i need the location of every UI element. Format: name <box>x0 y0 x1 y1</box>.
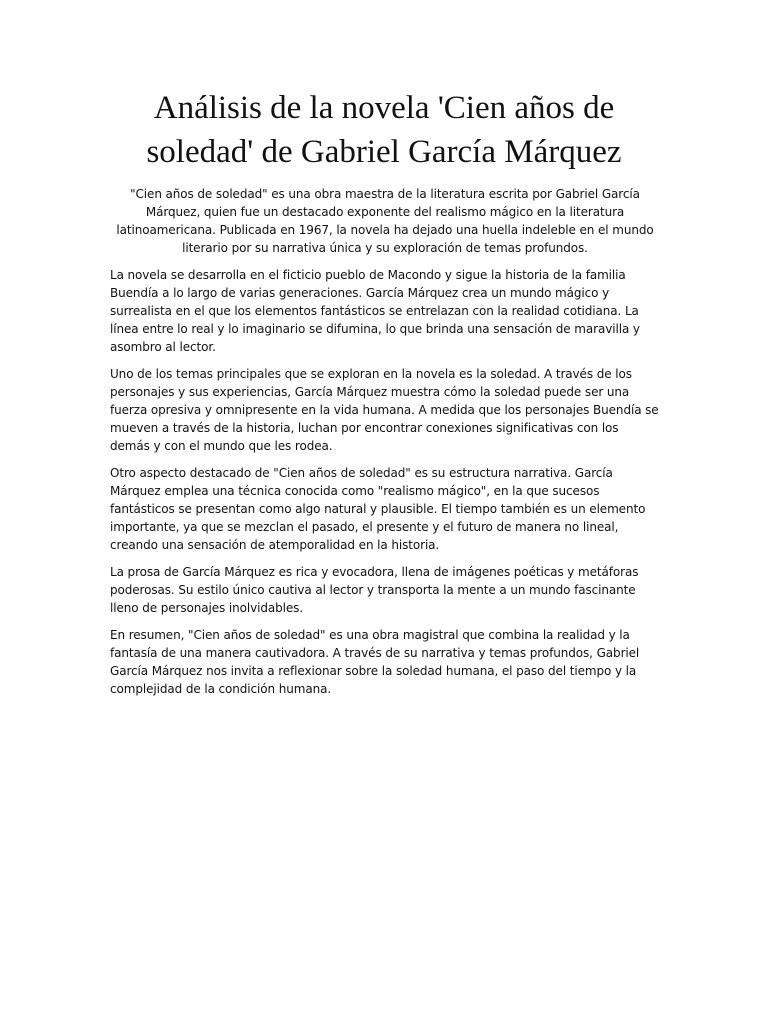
paragraph-intro: "Cien años de soledad" es una obra maestra de la literatura escrita por Gabriel García Márquez, quien fue un destacado exponente del realismo mágico en la literatura latinoamericana. Publicada en 1967, la novela ha dejado una huella indeleble en el mundo literario por su narrativa única y su exploración de temas profundos. <box>116 187 654 255</box>
paragraph-solitude: Uno de los temas principales que se exploran en la novela es la soledad. A través de los personajes y sus experiencias, García Márquez muestra cómo la soledad puede ser una fuerza opresiva y omnipresente en la vida humana. A medida que los personajes Buendía se mueven a través de la historia, luchan por encontrar conexiones significativas con los demás y con el mundo que les rodea. <box>110 367 659 453</box>
document-body <box>110 185 660 707</box>
document-title: Análisis de la novela 'Cien años de soledad' de Gabriel García Márquez <box>146 90 622 170</box>
paragraph-conclusion: En resumen, "Cien años de soledad" es una obra magistral que combina la realidad y la fantasía de una manera cautivadora. A través de su narrativa y temas profundos, Gabriel García Márquez nos invita a reflexionar sobre la soledad humana, el paso del tiempo y la complejidad de la condición humana. <box>110 628 640 696</box>
paragraph-narrative-structure: Otro aspecto destacado de "Cien años de soledad" es su estructura narrativa. García Márquez emplea una técnica conocida como "realismo mágico", en la que sucesos fantásticos se presentan como algo natural y plausible. El tiempo también es un elemento importante, ya que se mezclan el pasado, el presente y el futuro de manera no lineal, creando una sensación de atemporalidad en la historia. <box>110 466 646 552</box>
paragraph-prose-style: La prosa de García Márquez es rica y evocadora, llena de imágenes poéticas y metáforas poderosas. Su estilo único cautiva al lector y transporta la mente a un mundo fascinante lleno de personajes inolvidables. <box>110 565 639 615</box>
paragraph-setting: La novela se desarrolla en el ficticio pueblo de Macondo y sigue la historia de la familia Buendía a lo largo de varias generaciones. García Márquez crea un mundo mágico y surrealista en el que los elementos fantásticos se entrelazan con la realidad cotidiana. La línea entre lo real y lo imaginario se difumina, lo que brinda una sensación de maravilla y asombro al lector. <box>110 268 640 354</box>
